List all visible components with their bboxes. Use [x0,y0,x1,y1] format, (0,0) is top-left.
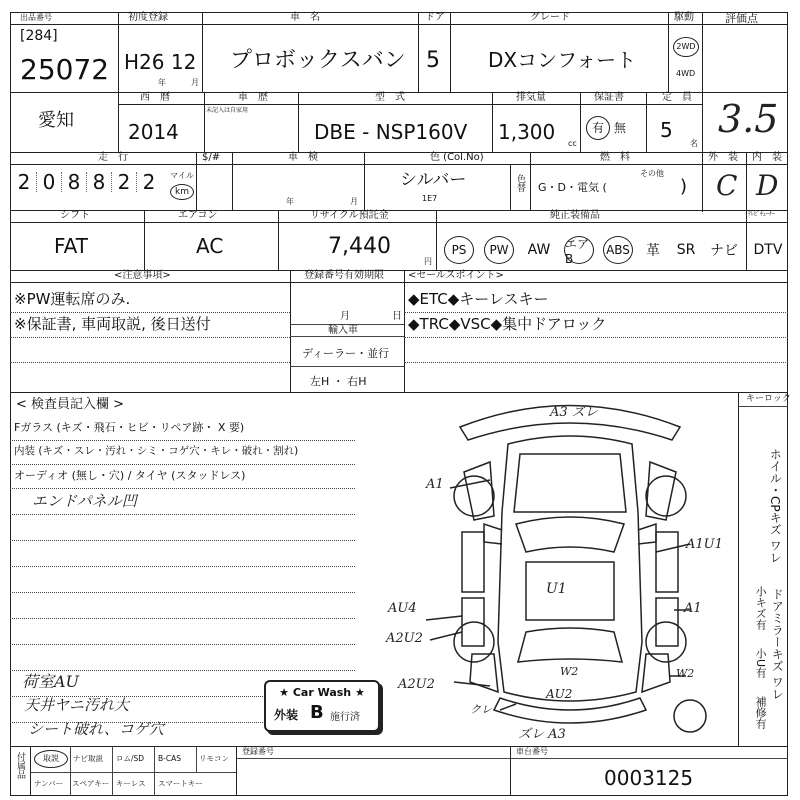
inspector-title: < 検査員記入欄 > [16,397,125,412]
lot-number: 25072 [20,53,110,86]
fuel-label: 燃 料 [600,152,630,163]
region: 愛知 [38,110,74,131]
drive-2wd: 2WD [673,37,699,57]
grade-label: グレード [530,12,570,23]
recycle-fee: 7,440 [328,234,391,259]
left-front-door [462,532,484,592]
caution-label: <注意事項> [114,270,171,281]
equipment-item [480,234,518,266]
stamp-done: 施行済 [330,712,360,723]
equipment-label: ナビ [710,243,738,259]
caution-line: ※保証書, 車両取説, 後日送付 [14,315,211,333]
odometer-label: $/# [202,152,221,163]
recycle-label: リサイクル預託金 [310,210,389,221]
aircon-value: AC [196,234,224,258]
stamp-title: ★ Car Wash ★ [279,686,365,699]
side-legend: ドアミラーキズ ワレ [770,588,785,700]
score-value: 3.5 [718,97,779,141]
glass-line: Fガラス (キズ・飛石・ヒビ・リペア跡・ X 要) [14,421,245,434]
caution-line: ※PW運転席のみ. [14,290,131,308]
history-label: 車 歴 [238,92,268,103]
model-year-label: 西 暦 [140,92,170,103]
damage-mark: U1 [546,581,567,597]
car-name-label: 車 名 [290,12,320,23]
accessory-manual: 取説 [34,750,68,768]
side-legend: 小U有 [754,648,768,679]
damage-mark: W2 [560,665,579,678]
equipment-item [600,234,636,266]
left-mirror [484,524,502,544]
accessories-label: 付属品 [15,752,25,779]
month-unit: 月 [191,78,199,87]
keylock-label: キーロック [746,394,791,404]
hand-note: シート破れ、コゲ穴 [28,720,164,738]
stamp-exterior: 外装 [274,708,299,722]
interior-grade: D [756,169,779,202]
lot-prefix: [284] [20,28,58,44]
right-mirror [638,524,656,544]
score-label: 評価点 [725,12,758,25]
rear-right-wheel [646,622,686,662]
reg-expiry-label: 登録番号有効期限 [304,270,384,281]
damage-mark: AU2 [546,687,573,701]
rear-left-wheel [454,622,494,662]
damage-mark: ズレ A3 [518,727,566,742]
damage-mark: W2 [676,667,695,680]
capacity-label: 定 員 [662,92,692,103]
grade-value: DXコンフォート [488,48,637,72]
tuner-label: ﾃﾚﾋﾞﾁｭｰﾅｰ [748,211,776,218]
spare-wheel [674,700,706,732]
drive-4wd: 4WD [676,69,696,78]
mileage-label: 走 行 [98,152,128,163]
color-label: 色 (Col.No) [430,152,484,163]
inspection-month: 月 [350,197,358,206]
model-type: DBE - NSP160V [314,120,468,144]
equipment-label: 革 [646,243,660,259]
chassis-number: 0003125 [604,766,694,790]
import-label: 輸入車 [328,325,358,336]
mileage-digit: 2 [112,172,137,192]
equipment-label: AW [527,242,551,258]
mileage-digit: 8 [87,172,112,192]
accessory-item: スペアキー [72,779,110,788]
capacity: 5 [660,118,673,142]
damage-mark: A1U1 [686,537,723,552]
year-unit: 年 [158,78,166,87]
exterior-grade: C [716,169,738,202]
displacement-label: 排気量 [516,92,546,103]
mileage-unit-km: km [170,184,194,200]
sales-point: ◆TRC◆VSC◆集中ドアロック [408,315,607,333]
equipment-label: SR [676,242,696,258]
fuel-options: G・D・電気 ( [538,181,607,194]
right-front-fender [646,462,676,520]
front-right-wheel [646,476,686,516]
color-code: 1E7 [422,194,438,203]
equipment-item [638,234,668,266]
mileage-digit: 0 [37,172,62,192]
equipment-label: PW [484,236,514,264]
front-left-wheel [454,476,494,516]
exterior-label: 外 装 [708,152,738,163]
equipment-item [670,234,702,266]
chassis-label: 車台番号 [516,747,548,756]
equipment-label: ABS [603,236,633,264]
drive-label: 駆動 [674,12,694,23]
accessory-item: キーレス [116,779,146,788]
import-option-handle: 左H ・ 右H [310,375,367,388]
mileage-digit: 2 [12,172,37,192]
right-front-door [656,532,678,592]
damage-mark: A1 [684,601,702,616]
doors-label: ドア [425,12,445,23]
fuel-other: その他 [640,169,664,178]
equipment-item [520,234,558,266]
damage-mark: クレ [470,703,492,716]
import-option-dealer: ディーラー・並行 [302,347,390,360]
color-change-label: 色替 [515,174,525,192]
warranty-label: 保証書 [594,92,624,103]
equipment-label: PS [444,236,474,264]
reg-number-label: 登録番号 [242,747,274,756]
accessory-item: リモコン [199,754,229,763]
first-reg-label: 初度登録 [128,12,168,23]
equipment-item [560,234,598,266]
auction-sheet [10,12,791,796]
doors-value: 5 [426,48,440,73]
equipment-label: 純正装備品 [550,210,600,221]
accessory-item: ロム/SD [116,754,145,763]
interior-label: 内 装 [752,152,782,163]
side-legend: 補修有 [754,696,768,729]
equipment-item [750,234,786,266]
hand-note: 天井ヤニ汚れ大 [24,696,130,714]
model-year: 2014 [128,120,179,144]
accessory-item: スマートキー [158,779,203,788]
damage-mark: A1 [426,477,444,492]
inspection-year: 年 [286,197,294,206]
equipment-label: DTV [753,242,783,258]
shift-label: シフト [60,210,90,221]
equipment-item [440,234,478,266]
interior-condition-line: 内装 (キズ・スレ・汚れ・シミ・コゲ穴・キレ・破れ・割れ) [14,445,299,457]
damage-mark: A3 ズレ [550,405,598,420]
damage-mark: A2U2 [386,631,423,646]
left-front-fender [464,462,494,520]
side-legend: ホイル・CPキズ ワレ [768,448,783,564]
inspection-label: 車 検 [288,152,318,163]
reg-day: 日 [392,311,402,322]
divider [10,24,788,25]
mileage-digit: 8 [62,172,87,192]
accessory-item: ナビ取説 [73,754,103,763]
equipment-item [704,234,744,266]
equipment-label: エアB [564,236,594,264]
mileage-digit: 2 [142,170,156,194]
damage-mark: A2U2 [398,677,435,692]
type-label: 型 式 [375,92,405,103]
hand-note: エンドパネル凹 [32,492,137,510]
stamp-grade: B [310,702,324,723]
mileage-digits [12,172,161,192]
cc-unit: cc [568,139,577,148]
capacity-unit: 名 [690,139,698,148]
windshield [516,517,624,552]
reg-month: 月 [340,311,350,322]
mileage-unit-mile: マイル [170,171,194,180]
sales-point: ◆ETC◆キーレスキー [408,290,549,308]
first-reg-value: H26 12 [124,50,197,74]
aircon-label: エアコン [178,210,218,221]
audio-tire-line: オーディオ (無し・穴) / タイヤ (スタッドレス) [14,469,246,482]
rear-glass [518,628,622,662]
lot-code-label: 出品番号 [20,13,52,22]
car-name: プロボックスバン [230,48,406,73]
warranty-yes: 有 [586,116,610,140]
sales-label: <セールスポイント> [408,270,504,281]
side-legend: 小キズ有 [754,586,768,630]
warranty-no: 無 [614,121,627,135]
fuel-close: ) [680,176,688,197]
shift-value: FAT [54,234,89,258]
roof [526,562,614,620]
yen-unit: 円 [424,257,432,266]
hand-note: 荷室AU [22,672,80,691]
displacement: 1,300 [498,120,556,144]
damage-mark: AU4 [388,601,417,616]
car-wash-stamp [264,680,380,732]
accessory-item: ナンバー [34,779,64,788]
hood [514,454,626,512]
color: シルバー [400,170,467,190]
history-note: 未記入は自家用 [206,107,249,114]
accessory-item: B-CAS [158,754,181,763]
